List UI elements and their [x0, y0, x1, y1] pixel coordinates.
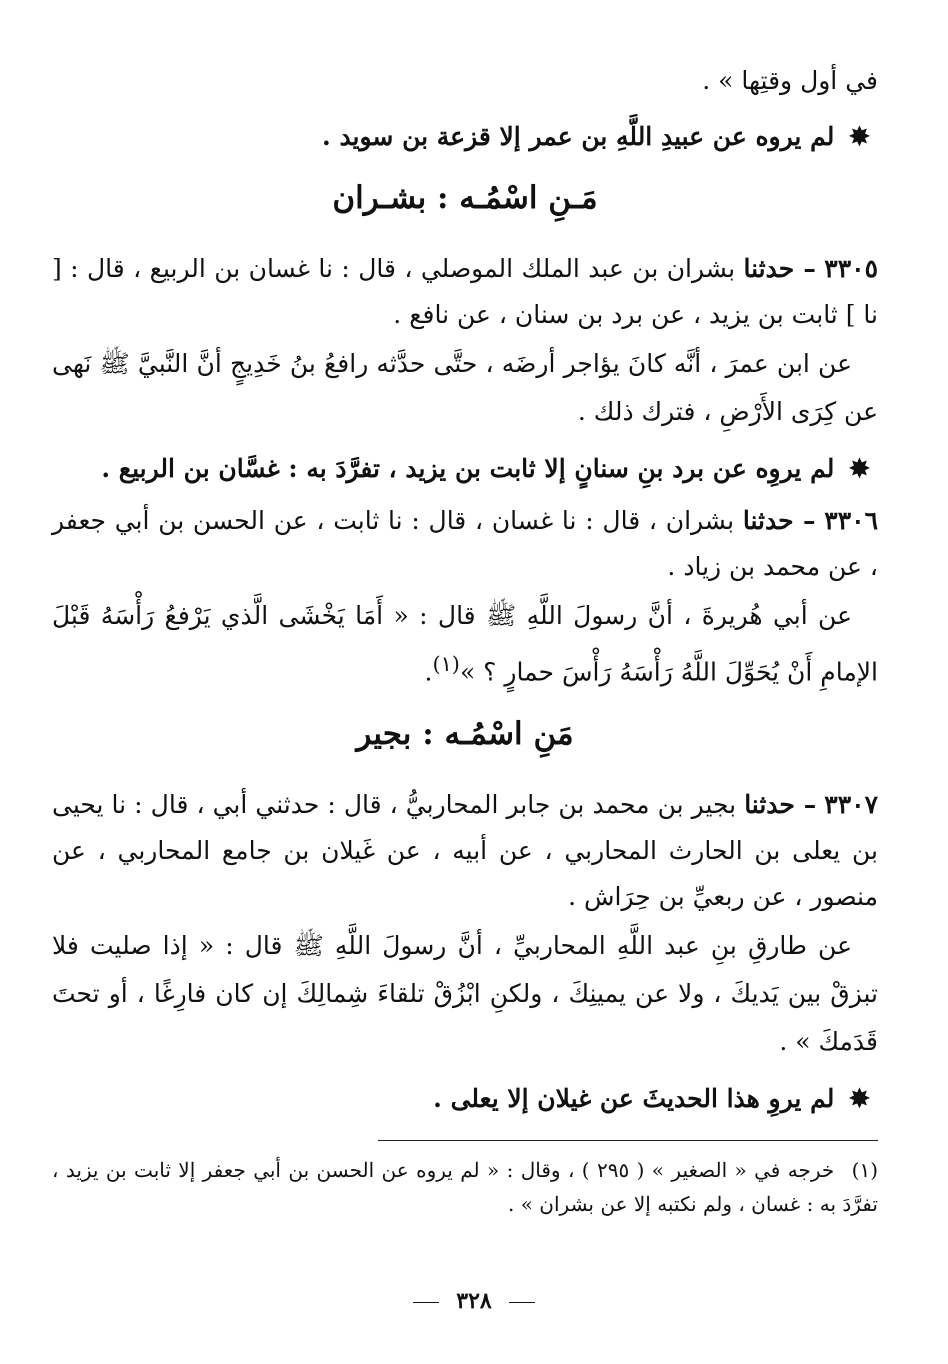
- hadith-isnad-text: بشران ، قال : نا غسان ، قال : نا ثابت ، عن الحسن بن أبي جعفر ، عن محمد بن زياد .: [52, 506, 878, 581]
- hadith-number: ٣٣٠٧: [824, 790, 879, 820]
- section-heading: مَـنِ اسْمُـه : بشـران: [332, 180, 598, 216]
- editor-note-text: لم يروِه عن برد بنِ سنانٍ إلا ثابت بن يزيد ، تفرَّدَ به : غسَّان بن الربيع .: [101, 454, 835, 483]
- footnote-text: خرجه في « الصغير » ( ٢٩٥ ) ، وقال : « لم يروه عن الحسن بن أبي جعفر إلا ثابت بن يزيد ، تفرَّدَ به : غسان ، ولم نكتبه إلا عن بشران » .: [52, 1158, 878, 1217]
- editor-note-text: لم يروِ هذا الحديثَ عن غيلان إلا يعلى .: [433, 1084, 835, 1114]
- editor-note: [52, 1076, 878, 1122]
- footnote-marker: (١): [851, 1158, 878, 1183]
- hadith-isnad: [52, 246, 878, 338]
- carryover-line: في أول وقتِها » .: [702, 66, 878, 95]
- hadith-matn: عن ابن عمرَ ، أنَّه كانَ يؤاجر أرضَه ، حتَّى حدَّثه رافعُ بنُ خَدِيجٍ أنَّ النَّبيَّ ﷺ نَهى عن كِرَى الأَرْضِ ، فترك ذلك .: [52, 349, 878, 426]
- section-heading: مَنِ اسْمُـه : بجير: [356, 716, 574, 753]
- editor-note: [52, 446, 878, 492]
- page-number-text: ٣٢٨: [456, 1288, 492, 1314]
- hadith-isnad: [52, 782, 878, 920]
- editor-note: [52, 114, 878, 160]
- hadith-matn: عن طارقِ بنِ عبد اللَّهِ المحاربيِّ ، أنَّ رسولَ اللَّهِ ﷺ قال : « إذا صليت فلا تبزقْ بين يَديكَ ، ولا عن يمينِكَ ، ولكنِ ابْزُقْ تلقاءَ شِمالِكَ إن كان فارِغًا ، أو تحتَ قَدَمكَ » .: [52, 931, 878, 1057]
- hadith-matn: [52, 592, 878, 696]
- hadith-matn-text: عن أبي هُريرةَ ، أنَّ رسولَ اللَّهِ ﷺ قال : « أَمَا يَخْشَى الَّذي يَرْفعُ رَأْسَهُ قَبْلَ الإمامِ أَنْ يُحَوِّلَ اللَّهُ رَأْسَهُ رَأْسَ حمارٍ ؟ »: [52, 601, 878, 687]
- footnote-divider: [378, 1140, 878, 1141]
- hadith-lead: – حدثنا: [743, 254, 816, 283]
- hadith-isnad-text: بجير بن محمد بن جابر المحاربيُّ ، قال : حدثني أبي ، قال : نا يحيى بن يعلى بن الحارث المحاربي ، عن أبيه ، عن غَيلان بن جامع المحاربي ، عن منصور ، عن ربعيِّ بن حِرَاش .: [52, 790, 878, 912]
- hadith-matn-end: .: [424, 657, 433, 687]
- editor-note-text: لم يروه عن عبيدِ اللَّهِ بن عمر إلا قزعة بن سويد .: [322, 122, 835, 151]
- hadith-number: ٣٣٠٥: [824, 254, 878, 283]
- dash-ornament: [509, 1302, 535, 1303]
- book-page: [52, 58, 878, 1364]
- hadith-lead: – حدثنا: [744, 790, 817, 820]
- star-icon: ✸: [849, 454, 870, 483]
- page-number: [0, 1288, 948, 1314]
- star-icon: ✸: [849, 1084, 870, 1114]
- dash-ornament: [413, 1302, 439, 1303]
- footnote-reference[interactable]: (١): [432, 652, 460, 676]
- hadith-lead: – حدثنا: [742, 506, 816, 535]
- hadith-number: ٣٣٠٦: [824, 506, 878, 535]
- hadith-entry: [52, 498, 878, 696]
- footnote: [52, 1153, 878, 1221]
- hadith-isnad-text: بشران بن عبد الملك الموصلي ، قال : نا غسان بن الربيع ، قال : [ نا ] ثابت بن يزيد ، عن برد بن سنان ، عن نافع .: [52, 254, 878, 329]
- star-icon: ✸: [849, 122, 870, 151]
- hadith-entry: [52, 782, 878, 1066]
- hadith-entry: [52, 246, 878, 436]
- hadith-isnad: [52, 498, 878, 590]
